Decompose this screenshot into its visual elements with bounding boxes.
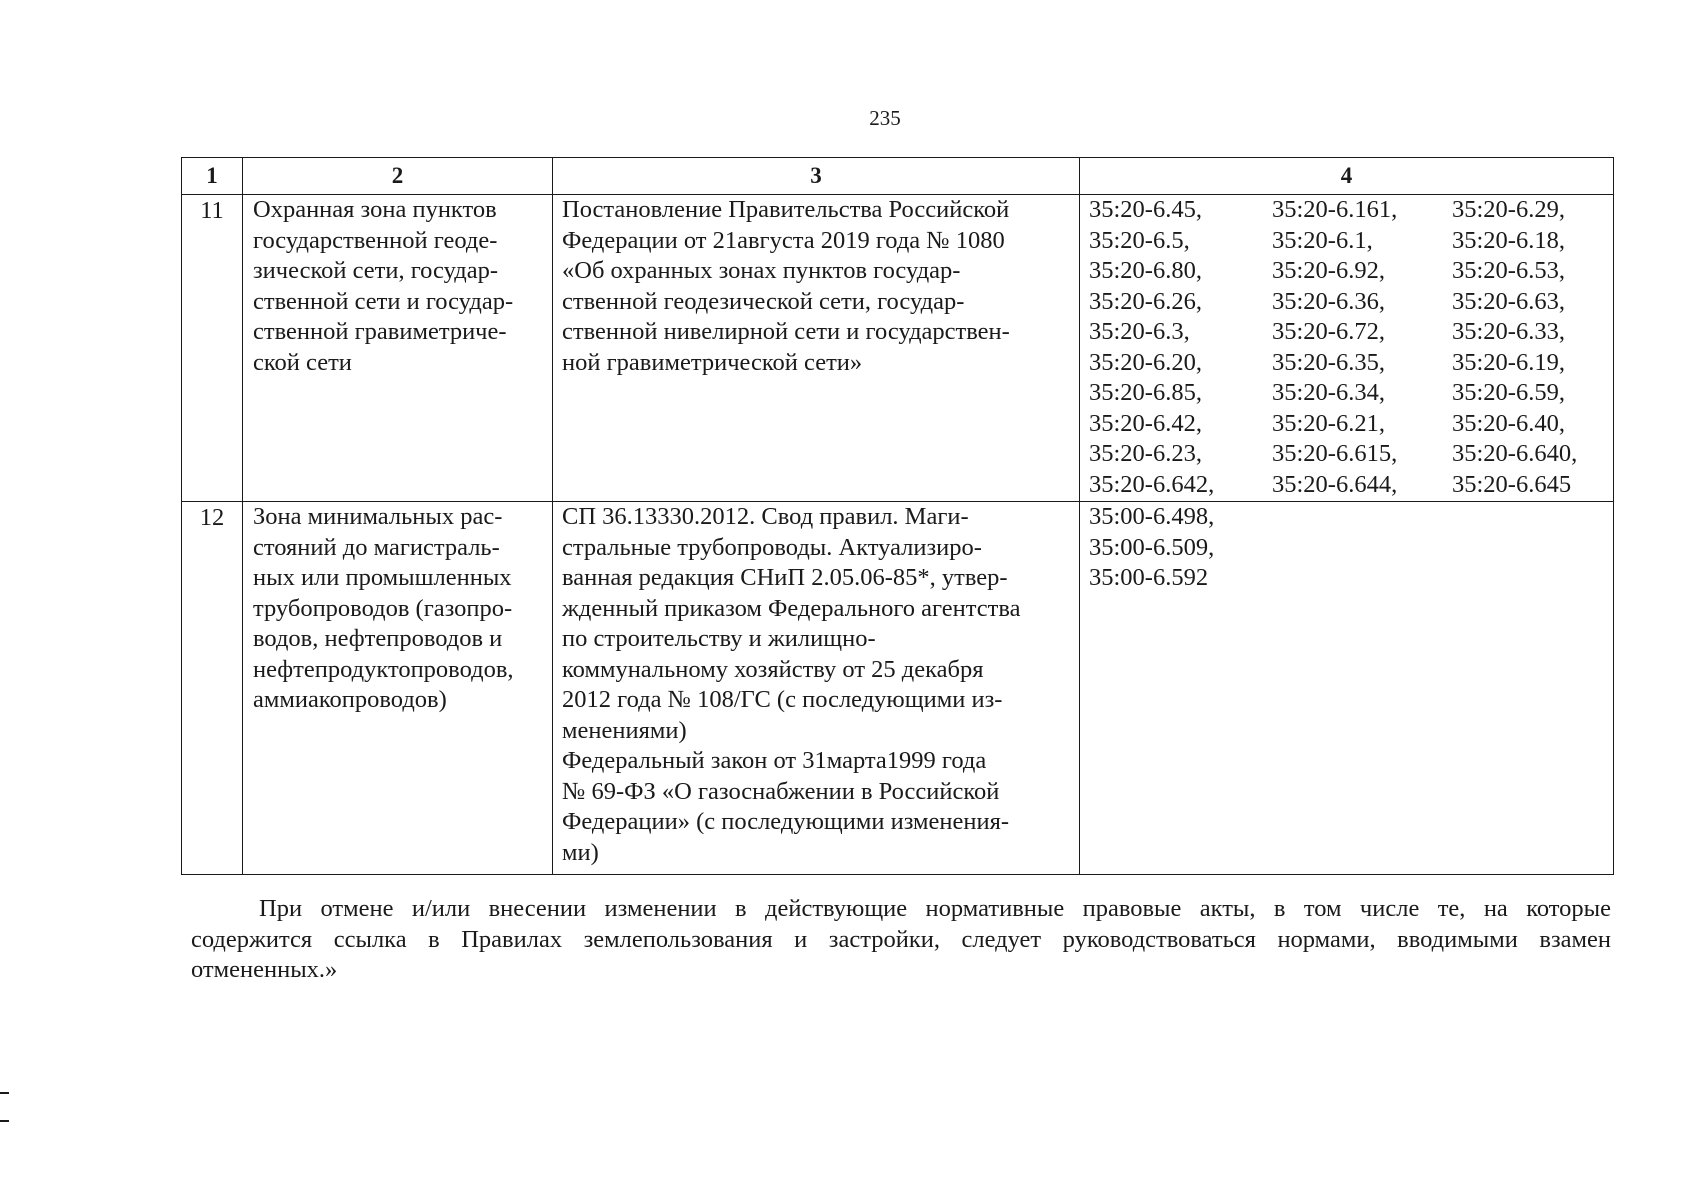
zone-code: 35:20-6.644, (1272, 470, 1398, 498)
legal-basis-line: Федерации от 21августа 2019 года № 1080 (562, 226, 1005, 254)
table-row (182, 502, 1614, 875)
legal-basis-line: ной гравиметрической сети» (562, 348, 863, 376)
legal-basis-line: «Об охранных зонах пунктов государ- (562, 257, 961, 284)
zone-code: 35:20-6.42, (1089, 409, 1202, 437)
zone-code: 35:20-6.63, (1452, 287, 1565, 315)
legal-basis-line: по строительству и жилищно- (562, 625, 876, 652)
zone-code: 35:20-6.36, (1272, 287, 1385, 315)
table-row (182, 195, 1614, 502)
legal-basis-line: ванная редакция СНиП 2.05.06-85*, утвер- (562, 564, 1008, 591)
zone-code: 35:20-6.53, (1452, 257, 1565, 284)
legal-basis-line: Федеральный закон от 31марта1999 года (562, 747, 987, 774)
zone-code: 35:20-6.33, (1452, 318, 1565, 345)
zone-codes-cell (1080, 195, 1614, 502)
zone-name-cell (243, 195, 553, 502)
zone-name-line: государственной геоде- (253, 226, 498, 254)
zone-code: 35:00-6.509, (1089, 533, 1215, 561)
zone-code: 35:00-6.592 (1089, 564, 1209, 591)
zone-code: 35:20-6.45, (1089, 196, 1202, 223)
zones-table (181, 157, 1614, 875)
header-col-3: 3 (553, 158, 1080, 195)
legal-basis-line: коммунальному хозяйству от 25 декабря (562, 655, 984, 683)
zone-code: 35:20-6.645 (1452, 470, 1572, 498)
page-number: 235 (869, 106, 901, 130)
table-header-row (182, 158, 1614, 195)
zone-code: 35:20-6.1, (1272, 226, 1373, 254)
zone-code: 35:20-6.80, (1089, 257, 1202, 284)
zone-code: 35:20-6.85, (1089, 379, 1202, 406)
zone-code: 35:20-6.26, (1089, 287, 1202, 315)
zone-name-line: ственной сети и государ- (253, 287, 514, 315)
legal-basis-line: СП 36.13330.2012. Свод правил. Маги- (562, 503, 969, 530)
zone-name-line: Зона минимальных рас- (253, 503, 503, 530)
legal-basis-line: стральные трубопроводы. Актуализиро- (562, 533, 982, 561)
legal-basis-cell (553, 502, 1080, 875)
zone-codes-cell (1080, 502, 1614, 875)
legal-basis-line: Федерации» (с последующими изменения- (562, 808, 1010, 835)
zone-code: 35:00-6.498, (1089, 503, 1215, 530)
legal-basis-line: Постановление Правительства Российской (562, 196, 1010, 223)
scan-edge-mark (0, 1092, 9, 1094)
zone-code: 35:20-6.29, (1452, 196, 1565, 223)
zone-code: 35:20-6.40, (1452, 409, 1565, 437)
scan-edge-mark (0, 1120, 9, 1122)
zone-code: 35:20-6.642, (1089, 470, 1215, 498)
closing-note (191, 894, 1611, 986)
zone-name-line: трубопроводов (газопро- (253, 594, 513, 622)
legal-basis-line: 2012 года № 108/ГС (с последующими из- (562, 686, 1003, 713)
zone-codes-grid (1089, 195, 1613, 500)
note-line: содержится ссылка в Правилах землепользования и застройки, следует руководствоваться нормами, вводимыми взамен (191, 925, 1611, 953)
legal-basis-line: менениями) (562, 716, 687, 744)
header-col-2: 2 (243, 158, 553, 195)
zone-code: 35:20-6.92, (1272, 257, 1385, 284)
zone-code: 35:20-6.640, (1452, 440, 1578, 467)
row-number: 11 (182, 195, 243, 502)
zone-name-line: водов, нефтепроводов и (253, 625, 503, 652)
header-col-1: 1 (182, 158, 243, 195)
note-line: отмененных.» (191, 956, 338, 983)
legal-basis-cell (553, 195, 1080, 502)
zone-codes-list (1089, 502, 1613, 594)
zone-name-line: ных или промышленных (253, 564, 512, 591)
zone-code: 35:20-6.21, (1272, 409, 1385, 437)
legal-basis-line: ственной нивелирной сети и государствен- (562, 318, 1010, 345)
legal-basis-line: ми) (562, 838, 599, 866)
legal-basis-line: жденный приказом Федерального агентства (562, 594, 1021, 622)
zone-code: 35:20-6.59, (1452, 379, 1565, 406)
zone-code: 35:20-6.19, (1452, 348, 1565, 376)
zone-name-line: нефтепродуктопроводов, (253, 655, 514, 683)
zone-code: 35:20-6.72, (1272, 318, 1385, 345)
zone-name-line: зической сети, государ- (253, 257, 499, 284)
zone-code: 35:20-6.20, (1089, 348, 1202, 376)
note-line: При отмене и/или внесении изменении в действующие нормативные правовые акты, в том числе те, на которые (259, 895, 1611, 922)
zone-code: 35:20-6.18, (1452, 226, 1565, 254)
zone-name-line: аммиакопроводов) (253, 686, 447, 713)
zone-name-cell (243, 502, 553, 875)
zone-code: 35:20-6.5, (1089, 226, 1190, 254)
zone-name-line: ской сети (253, 348, 352, 376)
header-col-4: 4 (1080, 158, 1614, 195)
zone-code: 35:20-6.34, (1272, 379, 1385, 406)
zone-code: 35:20-6.161, (1272, 196, 1398, 223)
zone-code: 35:20-6.23, (1089, 440, 1202, 467)
zone-code: 35:20-6.35, (1272, 348, 1385, 376)
zone-name-line: ственной гравиметриче- (253, 318, 507, 345)
zone-name-line: Охранная зона пунктов (253, 196, 497, 223)
zone-code: 35:20-6.3, (1089, 318, 1190, 345)
zone-code: 35:20-6.615, (1272, 440, 1398, 467)
legal-basis-line: № 69-ФЗ «О газоснабжении в Российской (562, 777, 1000, 805)
legal-basis-line: ственной геодезической сети, государ- (562, 287, 965, 315)
zone-name-line: стояний до магистраль- (253, 533, 500, 561)
row-number: 12 (182, 502, 243, 875)
